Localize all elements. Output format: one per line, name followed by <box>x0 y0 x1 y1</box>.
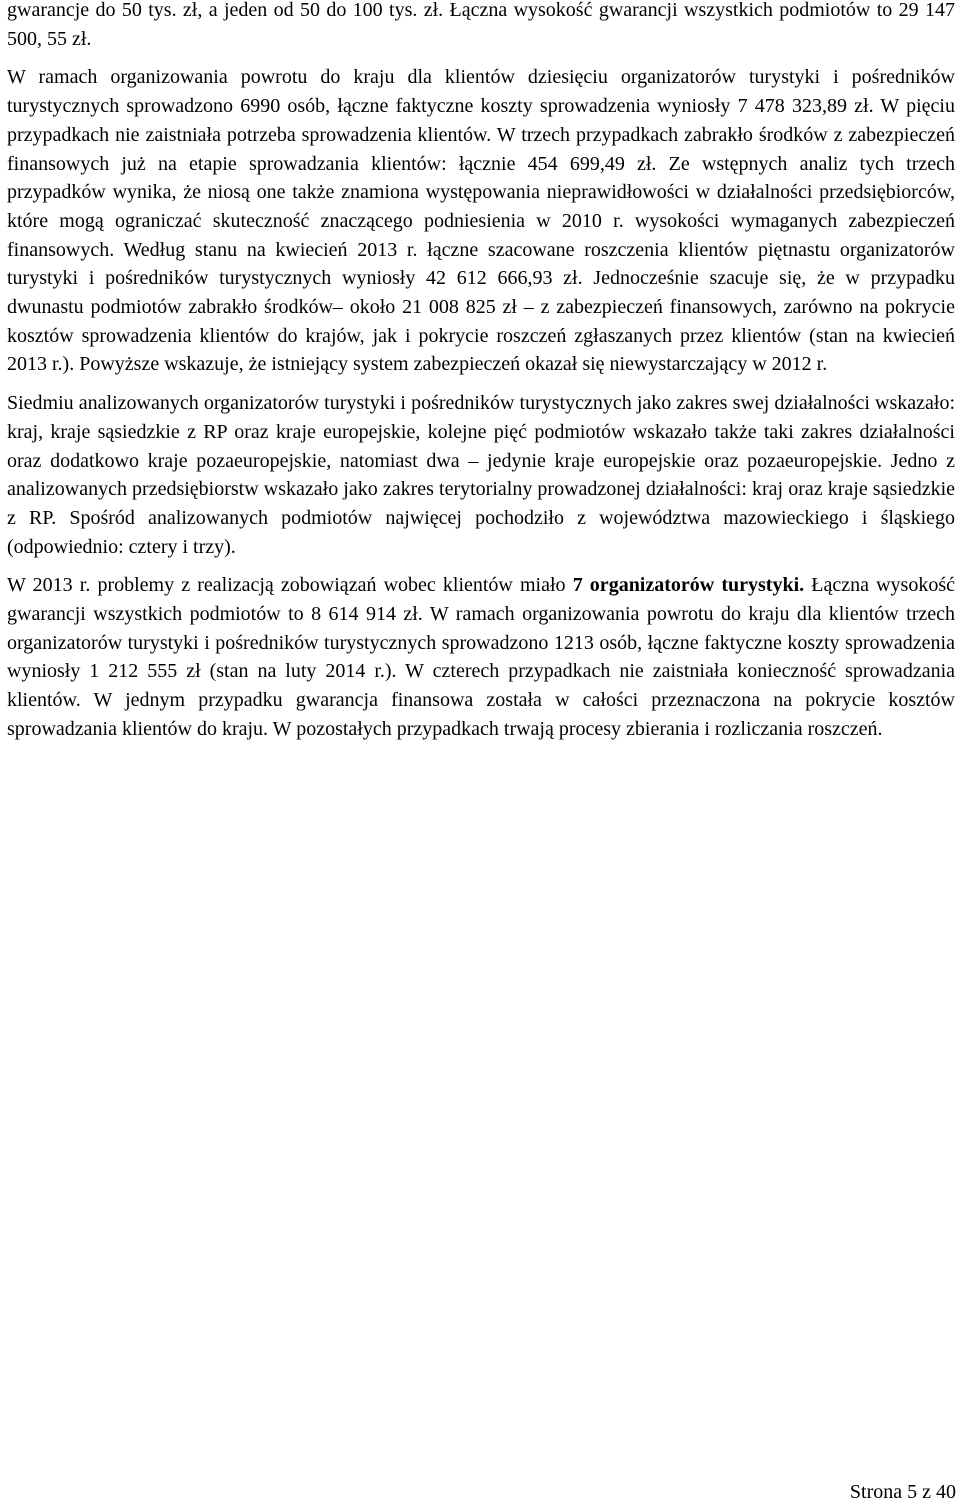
page-number: Strona 5 z 40 <box>849 1481 956 1503</box>
paragraph-2013-start: W 2013 r. problemy z realizacją zobowiązań wobec klientów miało <box>7 574 573 597</box>
paragraph-2013-problems <box>7 571 955 743</box>
paragraph-2013-end: Łączna wysokość gwarancji wszystkich podmiotów to 8 614 914 zł. W ramach organizowania powrotu do kraju dla klientów trzech organizatorów turystyki i pośredników turystycznych sprowadzono 1213 osób, łączne faktyczne koszty sprowadzenia wyniosły 1 212 555 zł (stan na luty 2014 r.). W czterech przypadkach nie zaistniała konieczność sprowadzania klientów. W jednym przypadku gwarancja finansowa została w całości przeznaczona na pokrycie kosztów sprowadzania klientów do kraju. W pozostałych przypadkach trwają procesy zbierania i rozliczania roszczeń. <box>7 574 955 740</box>
paragraph-guarantees-summary: gwarancje do 50 tys. zł, a jeden od 50 do 100 tys. zł. Łączna wysokość gwarancji wszystkich podmiotów to 29 147 500, 55 zł. <box>7 0 955 50</box>
paragraph-activity-scope: Siedmiu analizowanych organizatorów turystyki i pośredników turystycznych jako zakres swej działalności wskazało: kraj, kraje sąsiedzkie z RP oraz kraje europejskie, kolejne pięć podmiotów wskazało także taki zakres działalności oraz dodatkowo kraje pozaeuropejskie, natomiast dwa – jedynie kraje europejskie oraz pozaeuropejskie. Jedno z analizowanych przedsiębiorstw wskazało jako zakres terytorialny prowadzonej działalności: kraj oraz kraje sąsiedzkie z RP. Spośród analizowanych podmiotów najwięcej pochodziło z województwa mazowieckiego i śląskiego (odpowiednio: cztery i trzy). <box>7 392 955 558</box>
document-page <box>7 0 955 744</box>
paragraph-2013-bold: 7 organizatorów turystyki. <box>572 574 805 597</box>
paragraph-repatriation-2012: W ramach organizowania powrotu do kraju dla klientów dziesięciu organizatorów turystyki i pośredników turystycznych sprowadzono 6990 osób, łączne faktyczne koszty sprowadzenia wyniosły 7 478 323,89 zł. W pięciu przypadkach nie zaistniała potrzeba sprowadzenia klientów. W trzech przypadkach zabrakło środków z zabezpieczeń finansowych już na etapie sprowadzania klientów: łącznie 454 699,49 zł. Ze wstępnych analiz tych trzech przypadków wynika, że niosą one także znamiona występowania nieprawidłowości w działalności przedsiębiorców, które mogą ograniczać skuteczność znaczącego podniesienia w 2010 r. wysokości wymaganych zabezpieczeń finansowych. Według stanu na kwiecień 2013 r. łączne szacowane roszczenia klientów piętnastu organizatorów turystyki i pośredników turystycznych wyniosły 42 612 666,93 zł. Jednocześnie szacuje się, że w przypadku dwunastu podmiotów zabrakło środków– około 21 008 825 zł – z zabezpieczeń finansowych, zarówno na pokrycie kosztów sprowadzenia klientów do krajów, jak i pokrycie roszczeń zgłaszanych przez klientów (stan na kwiecień 2013 r.). Powyższe wskazuje, że istniejący system zabezpieczeń okazał się niewystarczający w 2012 r. <box>7 66 955 376</box>
